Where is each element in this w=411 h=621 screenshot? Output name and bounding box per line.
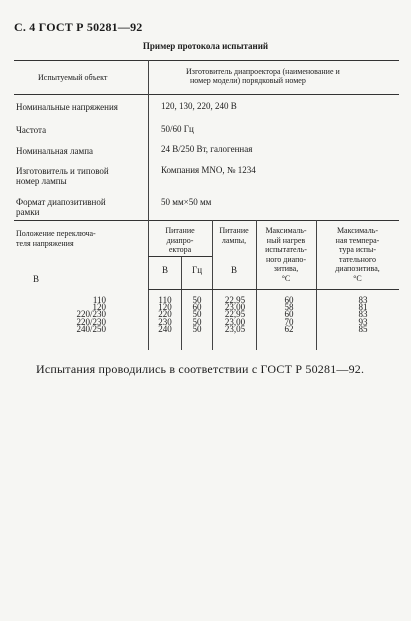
- row-label-lamp-maker-2: номер лампы: [16, 176, 67, 186]
- col-switch-unit: В: [32, 274, 39, 284]
- header-right-line1: Изготовитель диапроектора (наименование и: [186, 67, 340, 76]
- row-label-frequency: Частота: [16, 125, 47, 135]
- table-cell: 120: [158, 302, 172, 313]
- protocol-title: Пример протокола испытаний: [142, 41, 269, 51]
- row-label-frame-2: рамки: [16, 207, 40, 217]
- table-cell: 220/230: [76, 309, 106, 320]
- table-cell: 220/230: [76, 316, 106, 327]
- table-cell: 110: [158, 295, 172, 305]
- table-cell: 81: [358, 302, 368, 313]
- divider-switch: [148, 220, 149, 350]
- table-cell: 230: [158, 316, 172, 327]
- col-lamp-values: [214, 297, 256, 333]
- table-cell: 93: [358, 316, 368, 327]
- header-right-line2: номер модели) порядковый номер: [190, 76, 306, 85]
- table-cell: 23,00: [224, 302, 246, 313]
- col-switch-header: Положение переключа- теля напряжения: [16, 229, 96, 248]
- col-power-hz-values: [182, 297, 212, 333]
- table-cell: 60: [192, 302, 202, 313]
- row-label-voltage: Номинальные напряжения: [16, 102, 118, 112]
- power-subheader-rule: [148, 256, 212, 257]
- col-temp-values: [338, 297, 388, 333]
- table-cell: 50: [192, 295, 202, 305]
- col-power-v: В: [161, 265, 168, 275]
- table-cell: 110: [92, 295, 106, 305]
- table-cell: 50: [192, 309, 202, 320]
- table-cell: 70: [284, 316, 294, 327]
- row-value-frame: 50 мм×50 мм: [161, 197, 212, 207]
- table-cell: 83: [358, 309, 368, 320]
- row-label-lamp: Номинальная лампа: [16, 146, 94, 156]
- page-header: С. 4 ГОСТ Р 50281—92: [14, 20, 143, 34]
- table-cell: 23,00: [224, 316, 246, 327]
- table-cell: 85: [358, 323, 368, 334]
- row-label-lamp-maker-1: Изготовитель и типовой: [16, 166, 109, 176]
- col-heat-header: Максималь- ный нагрев испытатель- ного диапо- зитива, °С: [265, 226, 307, 283]
- table-cell: 50: [192, 316, 202, 327]
- header-left: Испытуемый объект: [38, 73, 108, 82]
- section-rule: [14, 220, 399, 221]
- row-label-frame-1: Формат диапозитивной: [16, 197, 106, 207]
- table-cell: 220: [158, 309, 172, 320]
- header-bottom-rule: [14, 94, 399, 95]
- col-power-hz: Гц: [191, 265, 203, 275]
- left-column-divider: [148, 60, 149, 220]
- col-lamp-header: Питание лампы,: [219, 226, 249, 245]
- col-lamp-unit: В: [230, 265, 237, 275]
- table-cell: 58: [284, 302, 294, 313]
- table-cell: 22,95: [224, 295, 246, 305]
- table-cell: 83: [358, 295, 368, 305]
- col-power-v-values: [150, 297, 180, 333]
- col-switch-values: [16, 297, 106, 333]
- table-cell: 60: [284, 309, 294, 320]
- table-cell: 120: [92, 302, 106, 313]
- col-temp-header: Максималь- ная темпера- тура испы- тательного диапозитива, °С: [335, 226, 380, 283]
- row-value-frequency: 50/60 Гц: [161, 124, 194, 134]
- table-top-rule: [14, 60, 399, 61]
- footer-note: Испытания проводились в соответствии с ГОСТ Р 50281—92.: [36, 362, 365, 376]
- row-value-voltage: 120, 130, 220, 240 В: [161, 101, 237, 111]
- table-cell: 22,95: [224, 309, 246, 320]
- col-heat-values: [266, 297, 312, 333]
- table-cell: 60: [284, 295, 294, 305]
- table-cell: 23,05: [224, 323, 246, 334]
- table-cell: 240/250: [76, 323, 106, 334]
- table-cell: 50: [192, 323, 202, 334]
- col-power-header: Питание диапро- ектора: [165, 226, 195, 255]
- table-cell: 62: [284, 323, 294, 334]
- row-value-lamp: 24 В/250 Вт, галогенная: [161, 144, 253, 154]
- table-cell: 240: [158, 323, 172, 334]
- data-header-rule: [148, 289, 399, 290]
- row-value-lamp-maker: Компания MNO, № 1234: [161, 165, 256, 175]
